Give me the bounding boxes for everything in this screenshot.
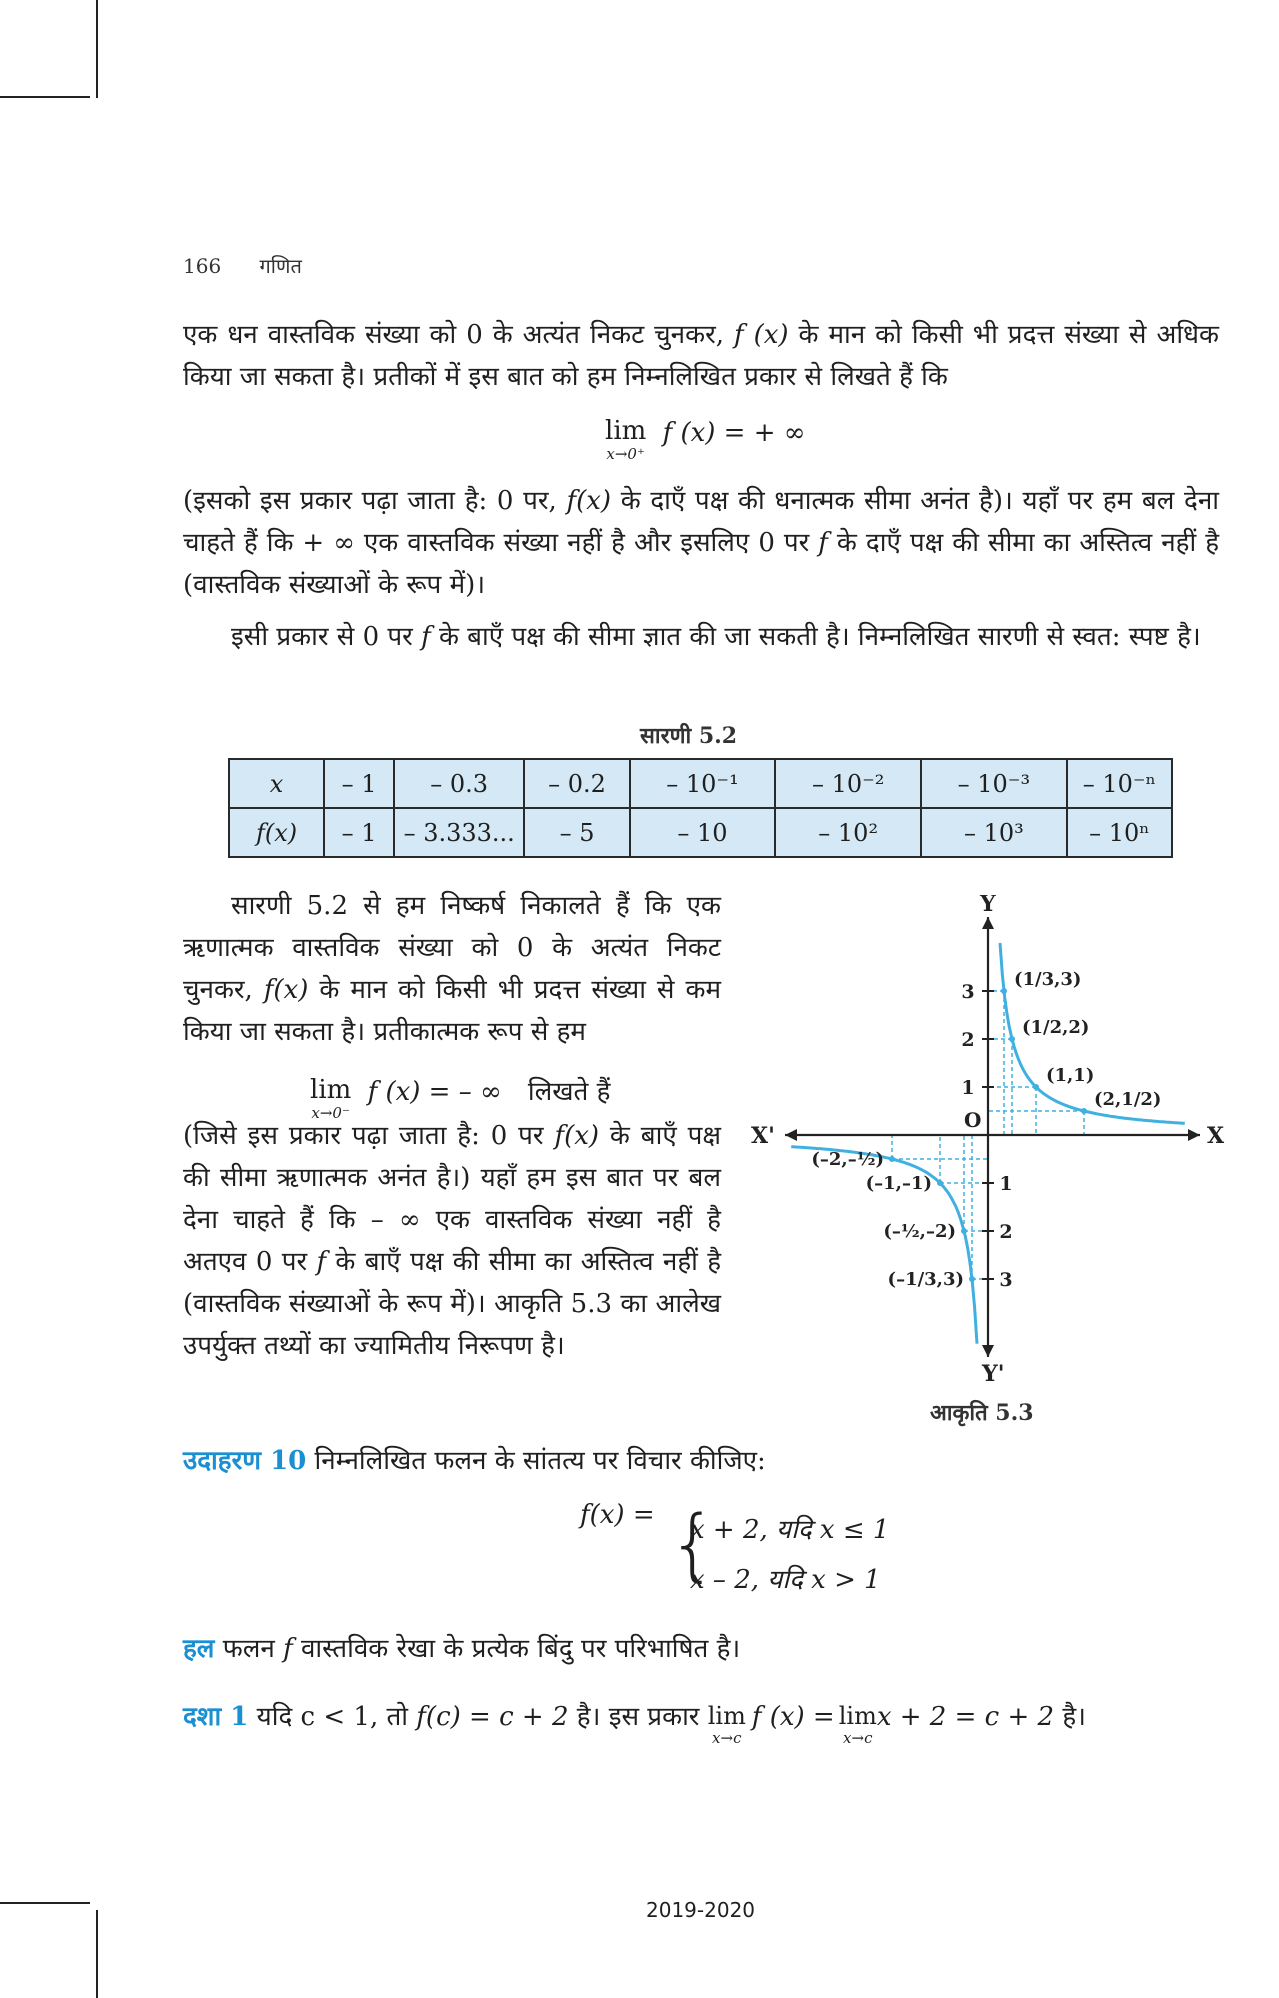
tick-label: 3 <box>999 1269 1013 1291</box>
text: के मान को किसी भी प्रदत्त संख्या से कम किया जा सकता है। प्रतीकात्मक रूप से हम <box>183 975 722 1047</box>
paragraph <box>183 1115 721 1367</box>
table-cell: – 0.3 <box>394 759 525 808</box>
tick-label: 1 <box>961 1077 975 1099</box>
math-inline: f <box>316 1247 327 1277</box>
running-header <box>183 252 302 279</box>
tick-label: 2 <box>999 1221 1013 1243</box>
example-heading <box>183 1440 1219 1482</box>
solution <box>183 1628 1219 1670</box>
data-point <box>961 1228 967 1234</box>
math-inline: f <box>421 622 431 652</box>
function-case: x – 2, यदि x > 1 <box>690 1565 881 1595</box>
crop-mark <box>0 96 90 98</box>
lim-subscript: x→c <box>843 1729 873 1747</box>
point-label: (2,1/2) <box>1094 1089 1162 1110</box>
solution-label: हल <box>183 1634 215 1664</box>
limit-value: f (x) = + ∞ <box>662 418 806 448</box>
table-row <box>229 808 1172 857</box>
text: (जिसे इस प्रकार पढ़ा जाता है: 0 पर <box>183 1121 555 1151</box>
tick-label: 1 <box>999 1173 1013 1195</box>
crop-mark <box>96 0 98 98</box>
function-case: x + 2, यदि x ≤ 1 <box>690 1515 890 1545</box>
math-inline: f (x) = <box>751 1702 835 1732</box>
table-cell: – 10 <box>630 808 776 857</box>
data-point <box>1009 1036 1015 1042</box>
text: के दाएँ पक्ष की सीमा का अस्तित्व नहीं है (वास्तविक संख्याओं के रूप में)। <box>183 528 1219 600</box>
text: है। <box>1054 1702 1087 1732</box>
limit-expression <box>310 1072 610 1121</box>
y-axis-arrow <box>982 917 994 929</box>
text: वास्तविक रेखा के प्रत्येक बिंदु पर परिभाषित है। <box>292 1634 741 1664</box>
point-label: (1,1) <box>1046 1065 1095 1086</box>
origin-label: O <box>964 1108 982 1132</box>
crop-mark <box>0 1902 90 1904</box>
values-table <box>228 758 1173 858</box>
text: है। इस प्रकार <box>568 1702 708 1732</box>
brace-symbol: { <box>668 1500 718 1590</box>
point-label: (–2,–½) <box>811 1149 884 1170</box>
text: के बाएँ पक्ष की सीमा ऋणात्मक अनंत है।) यहाँ हम इस बात पर बल देना चाहते हैं कि – ∞ एक वास्तविक संख्या नहीं है अतएव 0 पर <box>183 1121 721 1277</box>
table-cell: x <box>229 759 324 808</box>
data-point <box>969 1276 975 1282</box>
text: के मान को किसी भी प्रदत्त संख्या से अधिक किया जा सकता है। प्रतीकों में इस बात को हम निम्नलिखित प्रकार से लिखते हैं कि <box>183 320 1220 392</box>
table-cell: – 3.333... <box>394 808 525 857</box>
case-label: दशा 1 <box>183 1702 249 1732</box>
footer-year: 2019-2020 <box>646 1898 756 1922</box>
case-paragraph <box>183 1696 1219 1746</box>
data-point <box>1081 1108 1087 1114</box>
text: एक धन वास्तविक संख्या को 0 के अत्यंत निकट चुनकर, <box>183 320 734 350</box>
table-cell: – 0.2 <box>524 759 629 808</box>
table-row <box>229 759 1172 808</box>
figure-graph <box>745 895 1225 1385</box>
lim-word: lim <box>707 1702 746 1730</box>
point-label: (–1/3,3) <box>887 1269 965 1290</box>
math-inline: f(x) <box>554 1121 600 1151</box>
math-inline: f <box>818 528 828 558</box>
limit-operator <box>839 1704 877 1746</box>
y-axis-arrow <box>982 1345 994 1357</box>
example-label: उदाहरण 10 <box>183 1446 307 1476</box>
paragraph <box>183 885 721 1053</box>
table-cell: – 10⁻³ <box>921 759 1067 808</box>
figure-caption: आकृति 5.3 <box>930 1400 1034 1426</box>
text: सारणी 5.2 से हम निष्कर्ष निकालते हैं कि एक ऋणात्मक वास्तविक संख्या को 0 के अत्यंत निकट चुनकर, <box>183 891 721 1005</box>
x-axis-label: X <box>1207 1123 1225 1149</box>
table-cell: – 10³ <box>921 808 1067 857</box>
lim-subscript: x→0⁺ <box>606 445 645 463</box>
math-inline: f(x) <box>263 975 309 1005</box>
point-label: (–½,–2) <box>883 1221 956 1242</box>
y-axis-label: Y <box>980 895 996 917</box>
page-number: 166 <box>183 254 222 278</box>
math-inline: f(c) = c + 2 <box>416 1702 569 1732</box>
data-point <box>889 1156 895 1162</box>
lim-subscript: x→0⁻ <box>311 1104 350 1122</box>
tick-label: 2 <box>961 1029 975 1051</box>
table-cell: – 10ⁿ <box>1067 808 1172 857</box>
data-point <box>937 1180 943 1186</box>
math-inline: f(x) <box>566 486 612 516</box>
paragraph <box>183 616 1219 658</box>
limit-operator <box>605 418 646 462</box>
x-axis-arrow <box>785 1129 797 1141</box>
table-caption: सारणी 5.2 <box>640 723 738 749</box>
limit-value: f (x) = – ∞ <box>367 1077 502 1107</box>
limit-operator <box>708 1704 746 1746</box>
table-cell: – 1 <box>324 808 394 857</box>
math-inline: x + 2 = c + 2 <box>876 1702 1055 1732</box>
point-label: (1/3,3) <box>1013 969 1082 990</box>
subject-title: गणित <box>259 254 302 278</box>
table-cell: – 1 <box>324 759 394 808</box>
y-neg-axis-label: Y' <box>982 1361 1005 1385</box>
table-cell: f(x) <box>229 808 324 857</box>
paragraph <box>183 314 1219 398</box>
text: के दाएँ पक्ष की धनात्मक सीमा अनंत है)। यहाँ पर हम बल देना चाहते हैं कि + ∞ एक वास्तविक संख्या नहीं है और इसलिए 0 पर <box>183 486 1219 558</box>
tick-label: 3 <box>961 981 975 1003</box>
text: निम्नलिखित फलन के सांतत्य पर विचार कीजिए: <box>306 1446 766 1476</box>
limit-expression <box>605 418 805 462</box>
text: के बाएँ पक्ष की सीमा ज्ञात की जा सकती है। निम्नलिखित सारणी से स्वत: स्पष्ट है। <box>430 622 1201 652</box>
lim-subscript: x→c <box>712 1729 742 1747</box>
table-cell: – 10⁻¹ <box>630 759 776 808</box>
x-neg-axis-label: X' <box>751 1123 775 1149</box>
data-point <box>1001 988 1007 994</box>
text: लिखते हैं <box>527 1077 611 1107</box>
point-label: (1/2,2) <box>1022 1017 1090 1038</box>
text: (इसको इस प्रकार पढ़ा जाता है: 0 पर, <box>183 486 567 516</box>
table-cell: – 10² <box>775 808 921 857</box>
point-label: (–1,–1) <box>865 1173 932 1194</box>
table-cell: – 10⁻ⁿ <box>1067 759 1172 808</box>
lim-word: lim <box>838 1702 877 1730</box>
data-point <box>1033 1084 1039 1090</box>
table-cell: – 10⁻² <box>775 759 921 808</box>
math-inline: f (x) <box>733 320 789 350</box>
lim-word: lim <box>605 416 647 446</box>
function-name: f(x) = <box>580 1500 655 1530</box>
paragraph <box>183 480 1219 606</box>
math-inline: f <box>283 1634 293 1664</box>
x-axis-arrow <box>1188 1129 1200 1141</box>
text: यदि c < 1, तो <box>248 1702 417 1732</box>
text: के बाएँ पक्ष की सीमा का अस्तित्व नहीं है (वास्तविक संख्याओं के रूप में)। आकृति 5.3 का आलेख उपर्युक्त तथ्यों का ज्यामितीय निरूपण है। <box>183 1247 721 1361</box>
table-cell: – 5 <box>524 808 629 857</box>
lim-word: lim <box>310 1075 352 1105</box>
text: इसी प्रकार से 0 पर <box>231 622 422 652</box>
crop-mark <box>96 1910 98 1998</box>
text: फलन <box>214 1634 284 1664</box>
